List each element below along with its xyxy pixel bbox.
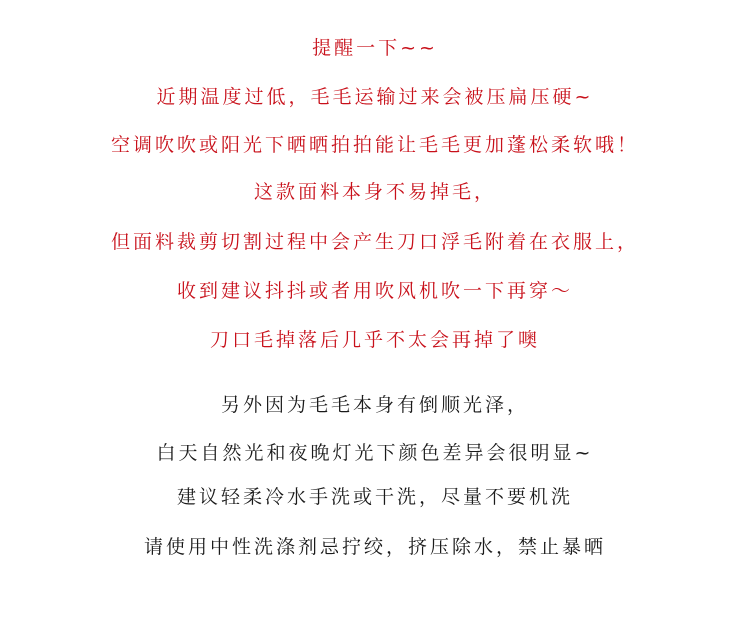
notice-line-detergent: 请使用中性洗涤剂忌拧绞，挤压除水，禁止暴晒 (143, 536, 606, 558)
notice-line-sheen: 另外因为毛毛本身有倒顺光泽， (220, 394, 529, 416)
notice-line-shake: 收到建议抖抖或者用吹风机吹一下再穿～ (176, 280, 573, 302)
notice-line-shipping: 近期温度过低，毛毛运输过来会被压扁压硬~ (156, 86, 594, 108)
notice-line-color-diff: 白天自然光和夜晚灯光下颜色差异会很明显~ (156, 442, 594, 464)
notice-line-fabric: 这款面料本身不易掉毛， (253, 181, 496, 203)
notice-line-cutting: 但面料裁剪切割过程中会产生刀口浮毛附着在衣服上， (110, 231, 639, 253)
notice-heading: 提醒一下~~ (312, 37, 438, 59)
notice-line-fluff-tip: 空调吹吹或阳光下晒晒拍拍能让毛毛更加蓬松柔软哦！ (110, 134, 639, 156)
notice-line-cut-fluff: 刀口毛掉落后几乎不太会再掉了噢 (209, 329, 540, 351)
notice-line-wash: 建议轻柔冷水手洗或干洗，尽量不要机洗 (176, 486, 573, 508)
